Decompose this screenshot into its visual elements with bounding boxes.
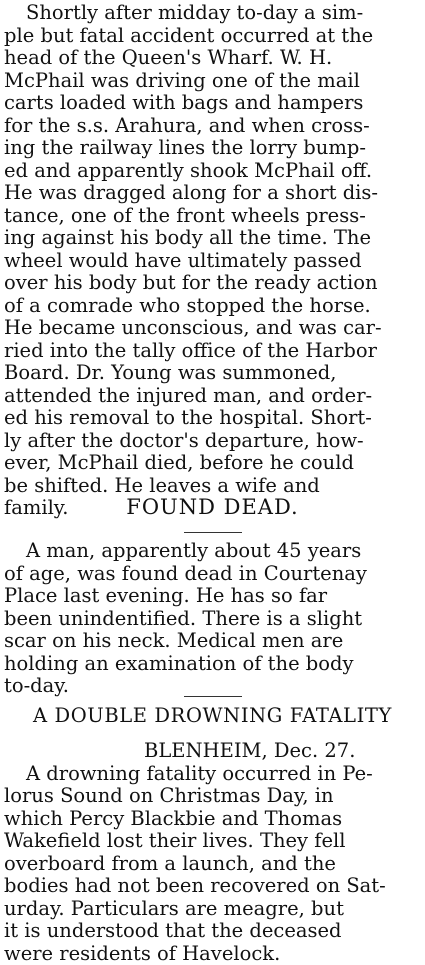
section-rule [184, 696, 242, 697]
text-line: ed and apparently shook McPhail off. [4, 160, 421, 183]
text-line: which Percy Blackbie and Thomas [4, 808, 421, 831]
text-line: Board. Dr. Young was summoned, [4, 362, 421, 385]
text-line: ever, McPhail died, before he could [4, 452, 421, 475]
text-line: attended the injured man, and order- [4, 385, 421, 408]
text-line: ing against his body all the time. The [4, 227, 421, 250]
article-body [4, 540, 421, 698]
article-mail-cart-accident [4, 2, 421, 520]
article-found-dead [4, 492, 421, 698]
text-line: ly after the doctor's departure, how- [4, 430, 421, 453]
text-line: scar on his neck. Medical men are [4, 630, 421, 653]
text-line: Place last evening. He has so far [4, 585, 421, 608]
text-line: He became unconscious, and was car- [4, 317, 421, 340]
text-line: to-day. [4, 675, 421, 698]
article-double-drowning [4, 696, 421, 965]
text-line: tance, one of the front wheels press- [4, 205, 421, 228]
article-heading: FOUND DEAD. [4, 492, 421, 522]
text-line: ple but fatal accident occurred at the [4, 25, 421, 48]
text-line: lorus Sound on Christmas Day, in [4, 785, 421, 808]
text-line: ed his removal to the hospital. Short- [4, 407, 421, 430]
article-body [4, 763, 421, 965]
article-body [4, 2, 421, 520]
text-line: overboard from a launch, and the [4, 853, 421, 876]
text-line: holding an examination of the body [4, 653, 421, 676]
article-heading: A DOUBLE DROWNING FATALITY [4, 701, 421, 731]
text-line: Shortly after midday to-day a sim- [4, 2, 421, 25]
text-line: head of the Queen's Wharf. W. H. [4, 47, 421, 70]
text-line: of age, was found dead in Courtenay [4, 563, 421, 586]
text-line: been unindentified. There is a slight [4, 608, 421, 631]
text-line: carts loaded with bags and hampers [4, 92, 421, 115]
text-line: bodies had not been recovered on Sat- [4, 875, 421, 898]
text-line: of a comrade who stopped the horse. [4, 295, 421, 318]
text-line: wheel would have ultimately passed [4, 250, 421, 273]
text-line: He was dragged along for a short dis- [4, 182, 421, 205]
text-line: urday. Particulars are meagre, but [4, 898, 421, 921]
text-line: be shifted. He leaves a wife and [4, 475, 421, 498]
heading-rule [184, 532, 242, 533]
text-line: A drowning fatality occurred in Pe- [4, 763, 421, 786]
text-line: ried into the tally office of the Harbor [4, 340, 421, 363]
text-line: family. [4, 497, 421, 520]
text-line: McPhail was driving one of the mail [4, 70, 421, 93]
text-line: for the s.s. Arahura, and when cross- [4, 115, 421, 138]
text-line: were residents of Havelock. [4, 943, 421, 965]
text-line: over his body but for the ready action [4, 272, 421, 295]
text-line: it is understood that the deceased [4, 920, 421, 943]
text-line: Wakefield lost their lives. They fell [4, 830, 421, 853]
dateline: BLENHEIM, Dec. 27. [4, 740, 421, 763]
text-line: ing the railway lines the lorry bump- [4, 137, 421, 160]
text-line: A man, apparently about 45 years [4, 540, 421, 563]
